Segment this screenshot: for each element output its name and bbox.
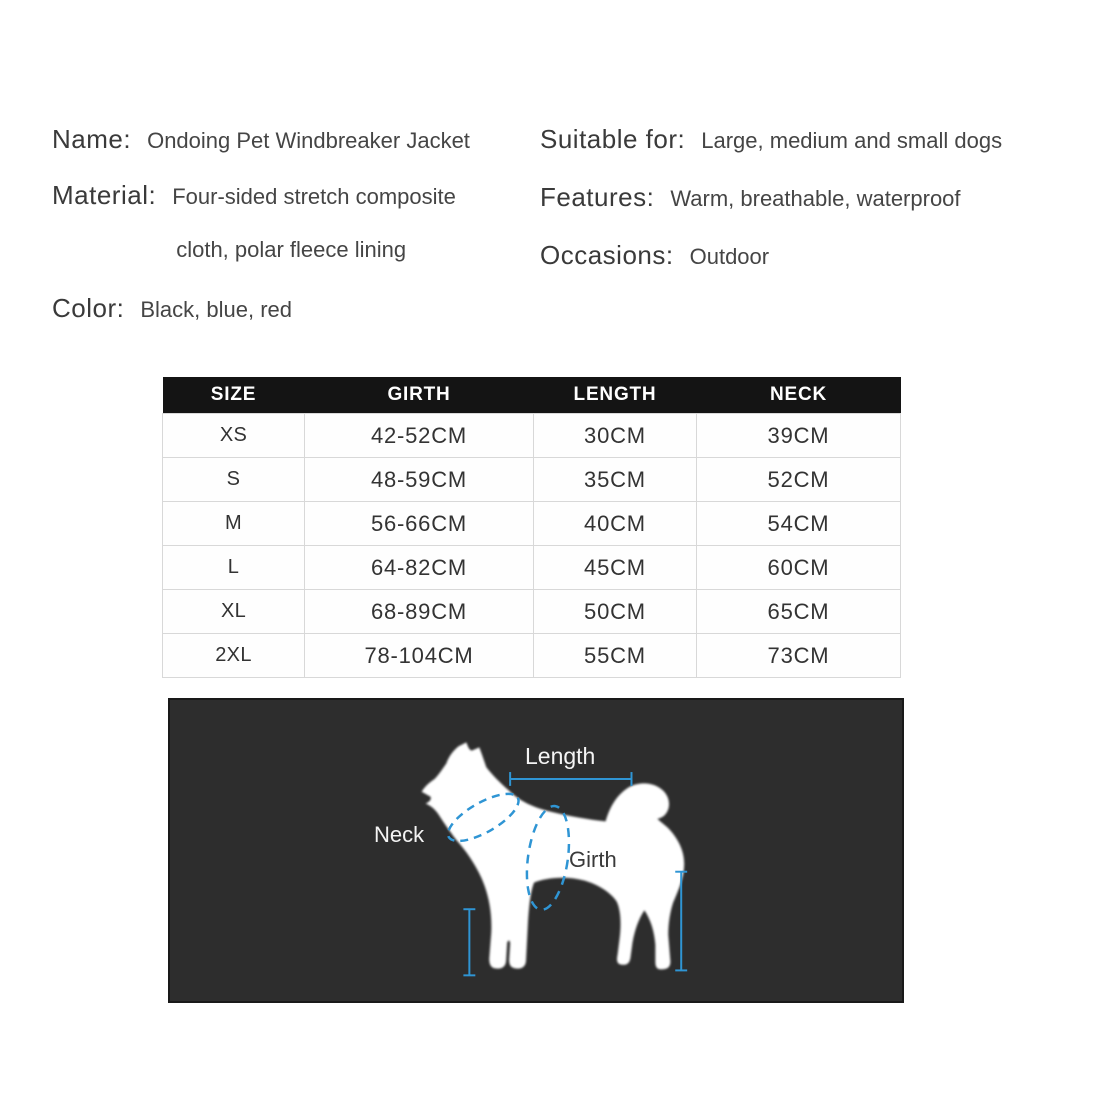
product-info-right — [540, 122, 1070, 296]
cell-size: XS — [163, 414, 305, 458]
cell-size: S — [163, 458, 305, 502]
header-girth: GIRTH — [305, 377, 534, 414]
cell-neck: 60CM — [697, 546, 901, 590]
measurement-diagram-panel — [168, 698, 904, 1003]
cell-neck: 73CM — [697, 634, 901, 678]
header-neck: NECK — [697, 377, 901, 414]
table-row — [163, 502, 901, 546]
material-value — [172, 180, 456, 267]
color-value: Black, blue, red — [140, 297, 292, 322]
cell-length: 55CM — [534, 634, 697, 678]
cell-girth: 48-59CM — [305, 458, 534, 502]
cell-length: 35CM — [534, 458, 697, 502]
cell-neck: 52CM — [697, 458, 901, 502]
table-row — [163, 590, 901, 634]
features-label: Features: — [540, 182, 655, 212]
cell-size: 2XL — [163, 634, 305, 678]
cell-length: 30CM — [534, 414, 697, 458]
info-row-name — [52, 122, 522, 158]
cell-size: XL — [163, 590, 305, 634]
cell-size: M — [163, 502, 305, 546]
info-row-color — [52, 291, 522, 327]
features-value: Warm, breathable, waterproof — [670, 186, 961, 211]
length-label: Length — [525, 743, 596, 769]
cell-length: 40CM — [534, 502, 697, 546]
occasions-value: Outdoor — [689, 244, 770, 269]
suitable-for-value: Large, medium and small dogs — [701, 128, 1003, 153]
size-chart — [162, 377, 901, 678]
cell-length: 45CM — [534, 546, 697, 590]
header-length: LENGTH — [534, 377, 697, 414]
length-measure-line — [510, 772, 631, 786]
material-value-line1: Four-sided stretch composite — [172, 184, 456, 209]
header-size: SIZE — [163, 377, 305, 414]
cell-girth: 78-104CM — [305, 634, 534, 678]
product-info-left — [52, 122, 522, 327]
occasions-label: Occasions: — [540, 240, 674, 270]
name-label: Name: — [52, 124, 132, 154]
table-row — [163, 458, 901, 502]
dog-silhouette-icon — [422, 742, 685, 969]
neck-label: Neck — [374, 822, 425, 847]
size-table-header-row — [163, 377, 901, 414]
cell-girth: 56-66CM — [305, 502, 534, 546]
suitable-for-label: Suitable for: — [540, 124, 686, 154]
material-value-line2: cloth, polar fleece lining — [176, 237, 407, 262]
cell-neck: 65CM — [697, 590, 901, 634]
info-row-features — [540, 180, 1070, 216]
cell-girth: 68-89CM — [305, 590, 534, 634]
cell-neck: 39CM — [697, 414, 901, 458]
info-row-suitable-for — [540, 122, 1070, 158]
material-label: Material: — [52, 180, 157, 210]
table-row — [163, 634, 901, 678]
table-row — [163, 546, 901, 590]
cell-girth: 64-82CM — [305, 546, 534, 590]
info-row-material — [52, 178, 522, 267]
cell-length: 50CM — [534, 590, 697, 634]
girth-label: Girth — [569, 847, 617, 872]
cell-girth: 42-52CM — [305, 414, 534, 458]
table-row — [163, 414, 901, 458]
cell-neck: 54CM — [697, 502, 901, 546]
info-row-occasions — [540, 238, 1070, 274]
size-table — [162, 377, 901, 678]
name-value: Ondoing Pet Windbreaker Jacket — [147, 128, 470, 153]
front-height-measure-line — [463, 909, 475, 975]
cell-size: L — [163, 546, 305, 590]
color-label: Color: — [52, 293, 125, 323]
